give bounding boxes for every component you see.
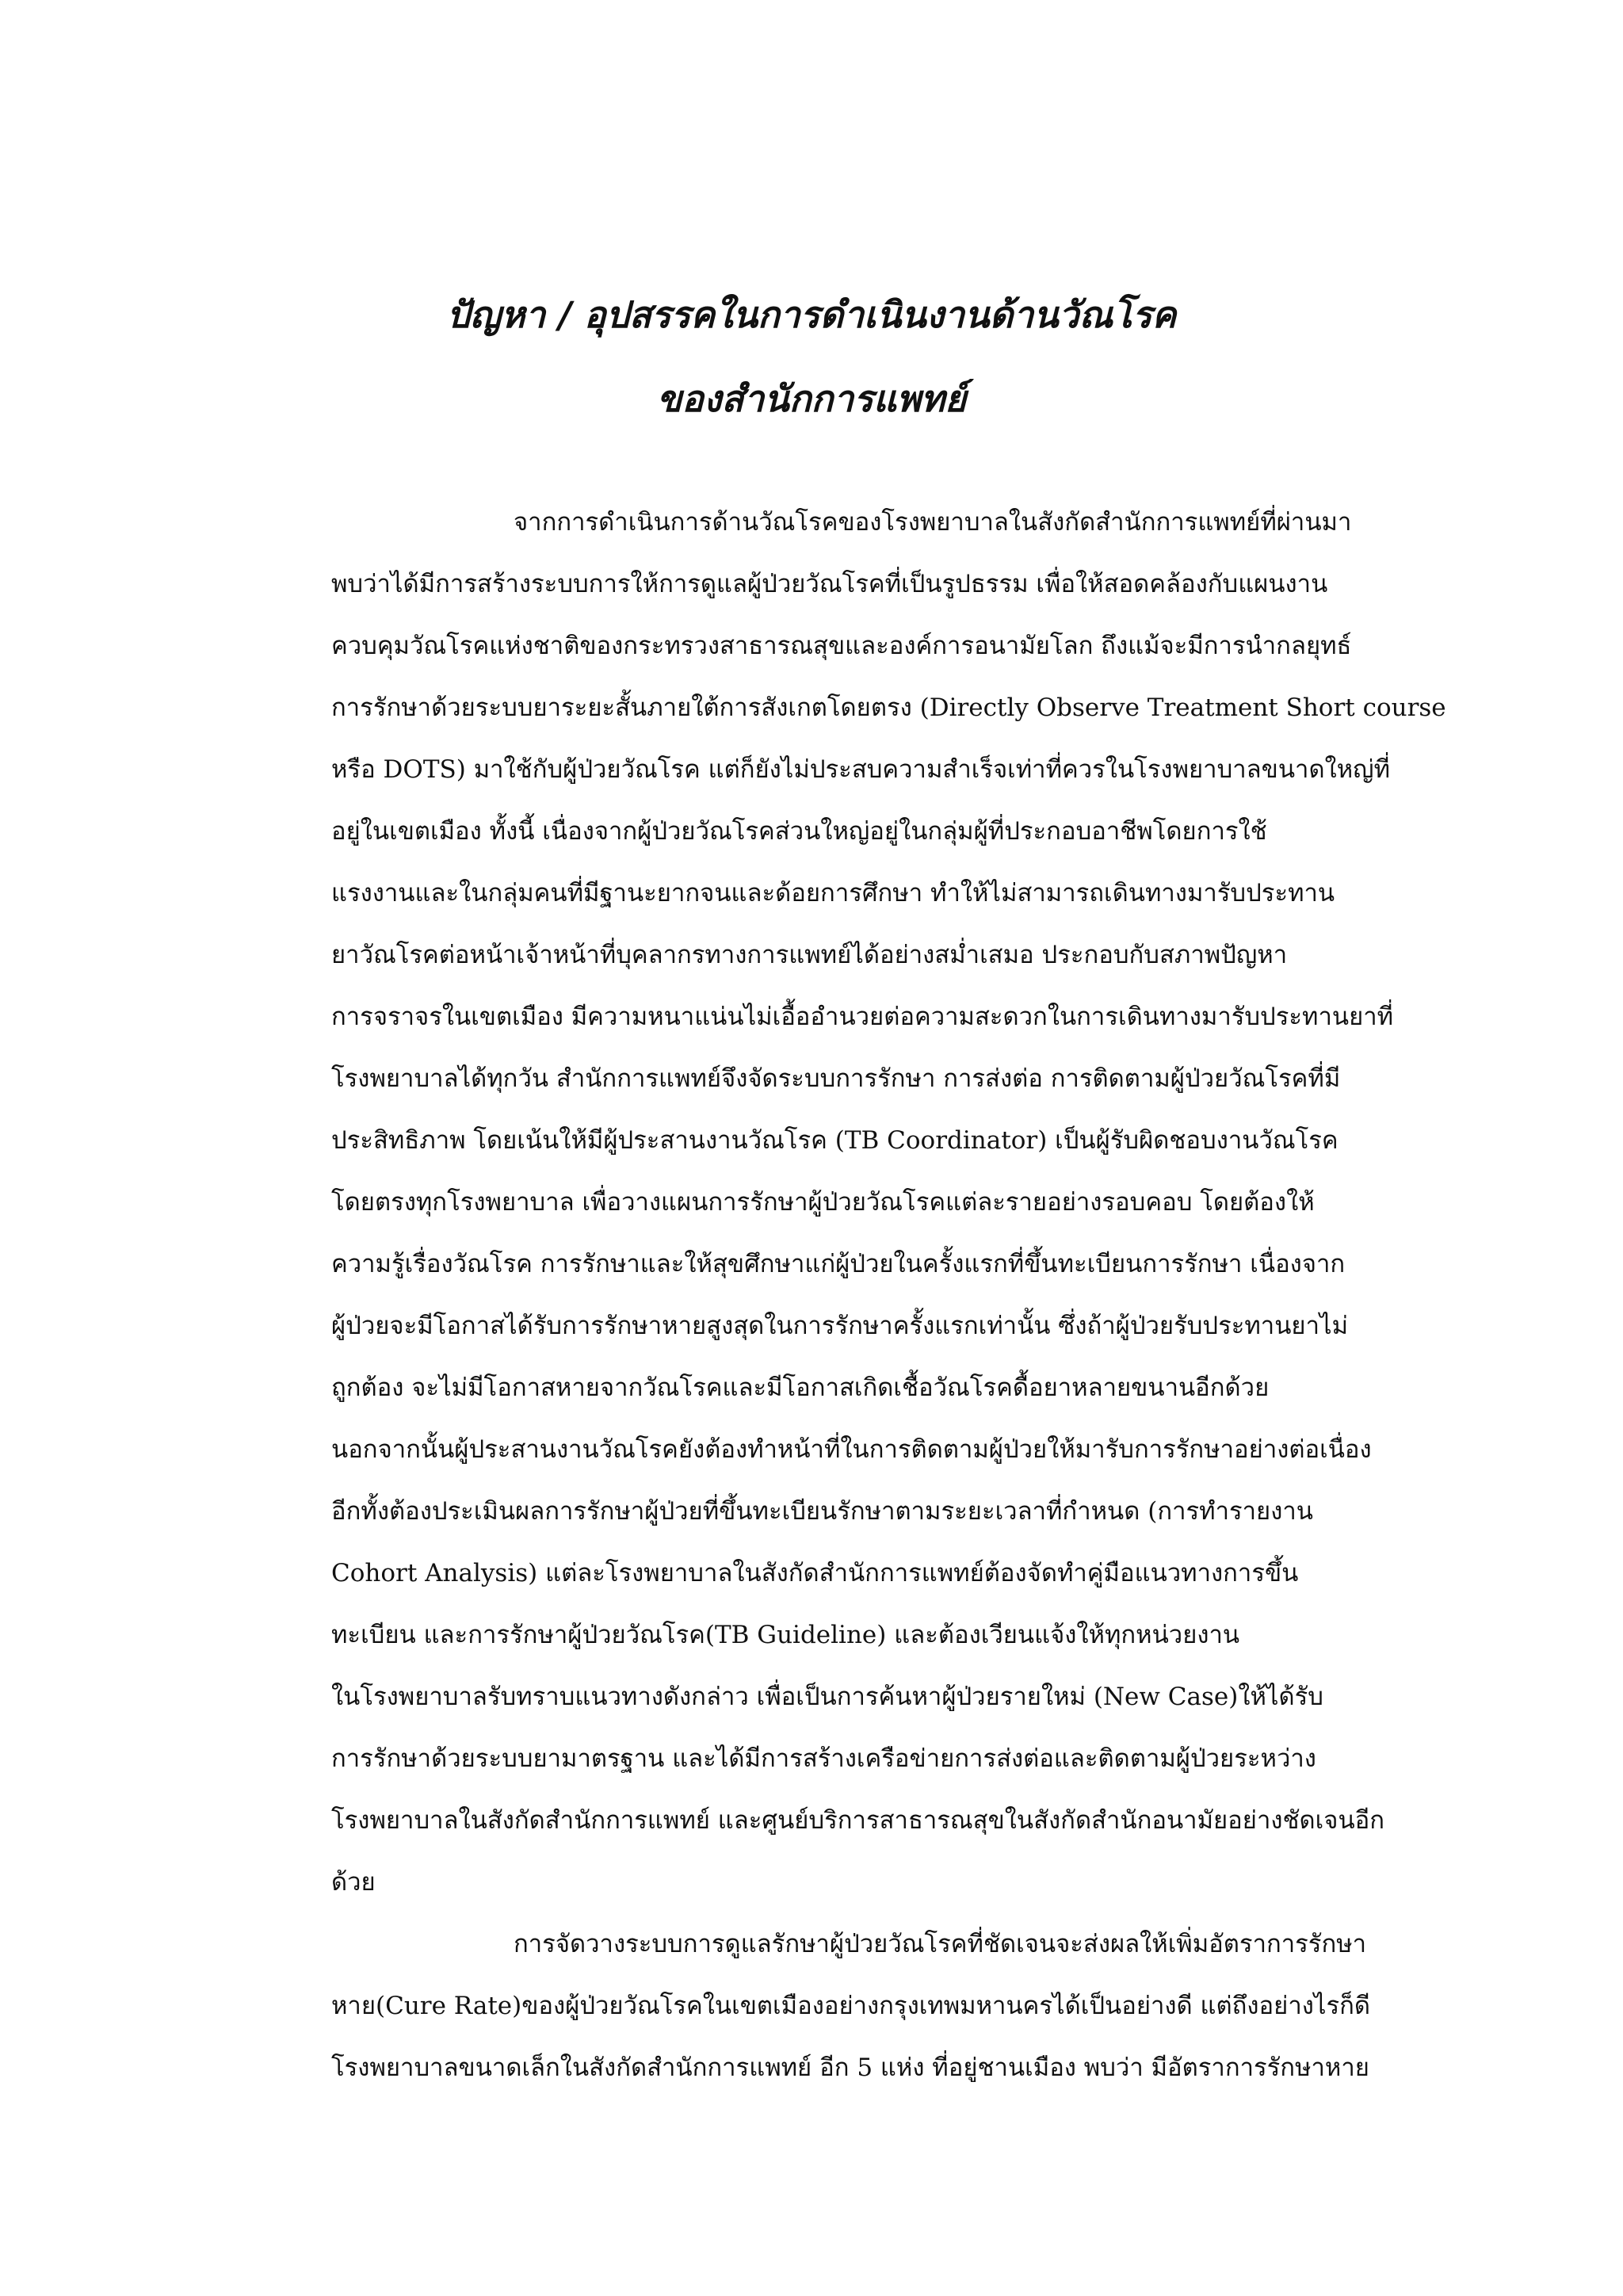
paragraph-1-line-8: ยาวัณโรคต่อหน้าเจ้าหน้าที่บุคลากรทางการแพทย์ได้อย่างสม่ำเสมอ ประกอบกับสภาพปัญหา — [331, 941, 1288, 969]
paragraph-1-line-18: Cohort Analysis) แต่ละโรงพยาบาลในสังกัดสำนักการแพทย์ต้องจัดทำคู่มือแนวทางการขึ้น — [331, 1559, 1299, 1587]
paragraph-2-line-3: โรงพยาบาลขนาดเล็กในสังกัดสำนักการแพทย์ อีก 5 แห่ง ที่อยู่ชานเมือง พบว่า มีอัตราการรักษาหาย — [331, 2053, 1369, 2082]
paragraph-1-line-5: หรือ DOTS) มาใช้กับผู้ป่วยวัณโรค แต่ก็ยังไม่ประสบความสำเร็จเท่าที่ควรในโรงพยาบาลขนาดใหญ่ที่ — [331, 755, 1390, 784]
page-title: ปัญหา / อุปสรรคในการดำเนินงานด้านวัณโรค — [446, 293, 1177, 336]
paragraph-1-line-17: อีกทั้งต้องประเมินผลการรักษาผู้ป่วยที่ขึ้นทะเบียนรักษาตามระยะเวลาที่กำหนด (การทำรายงาน — [331, 1497, 1313, 1526]
paragraph-1-line-4: การรักษาด้วยระบบยาระยะสั้นภายใต้การสังเกตโดยตรง (Directly Observe Treatment Short course — [331, 693, 1446, 722]
paragraph-2-line-1: การจัดวางระบบการดูแลรักษาผู้ป่วยวัณโรคที่ชัดเจนจะส่งผลให้เพิ่มอัตราการรักษา — [514, 1930, 1367, 1958]
paragraph-1-line-10: โรงพยาบาลได้ทุกวัน สำนักการแพทย์จึงจัดระบบการรักษา การส่งต่อ การติดตามผู้ป่วยวัณโรคที่มี — [331, 1064, 1341, 1093]
paragraph-1-line-11: ประสิทธิภาพ โดยเน้นให้มีผู้ประสานงานวัณโรค (TB Coordinator) เป็นผู้รับผิดชอบงานวัณโรค — [331, 1126, 1338, 1155]
paragraph-1-line-16: นอกจากนั้นผู้ประสานงานวัณโรคยังต้องทำหน้าที่ในการติดตามผู้ป่วยให้มารับการรักษาอย่างต่อเนื่อง — [331, 1435, 1372, 1464]
paragraph-1-line-20: ในโรงพยาบาลรับทราบแนวทางดังกล่าว เพื่อเป็นการค้นหาผู้ป่วยรายใหม่ (New Case)ให้ได้รับ — [331, 1683, 1323, 1711]
paragraph-1-line-12: โดยตรงทุกโรงพยาบาล เพื่อวางแผนการรักษาผู้ป่วยวัณโรคแต่ละรายอย่างรอบคอบ โดยต้องให้ — [331, 1188, 1315, 1217]
paragraph-1-line-21: การรักษาด้วยระบบยามาตรฐาน และได้มีการสร้างเครือข่ายการส่งต่อและติดตามผู้ป่วยระหว่าง — [331, 1744, 1316, 1773]
paragraph-1-line-9: การจราจรในเขตเมือง มีความหนาแน่นไม่เอื้ออำนวยต่อความสะดวกในการเดินทางมารับประทานยาที่ — [331, 1003, 1394, 1031]
paragraph-1-line-2: พบว่าได้มีการสร้างระบบการให้การดูแลผู้ป่วยวัณโรคที่เป็นรูปธรรม เพื่อให้สอดคล้องกับแผนงาน — [331, 570, 1328, 598]
paragraph-1-line-19: ทะเบียน และการรักษาผู้ป่วยวัณโรค(TB Guideline) และต้องเวียนแจ้งให้ทุกหน่วยงาน — [331, 1621, 1240, 1649]
paragraph-1-line-6: อยู่ในเขตเมือง ทั้งนี้ เนื่องจากผู้ป่วยวัณโรคส่วนใหญ่อยู่ในกลุ่มผู้ที่ประกอบอาชีพโดยการใช้ — [331, 817, 1267, 846]
paragraph-1-line-7: แรงงานและในกลุ่มคนที่มีฐานะยากจนและด้อยการศึกษา ทำให้ไม่สามารถเดินทางมารับประทาน — [331, 879, 1335, 907]
paragraph-1-line-13: ความรู้เรื่องวัณโรค การรักษาและให้สุขศึกษาแก่ผู้ป่วยในครั้งแรกที่ขึ้นทะเบียนการรักษา เนื่องจาก — [331, 1250, 1346, 1278]
paragraph-1-line-22: โรงพยาบาลในสังกัดสำนักการแพทย์ และศูนย์บริการสาธารณสุขในสังกัดสำนักอนามัยอย่างชัดเจนอีก — [331, 1806, 1385, 1835]
paragraph-1-line-1: จากการดำเนินการด้านวัณโรคของโรงพยาบาลในสังกัดสำนักการแพทย์ที่ผ่านมา — [514, 508, 1352, 537]
paragraph-1-line-15: ถูกต้อง จะไม่มีโอกาสหายจากวัณโรคและมีโอกาสเกิดเชื้อวัณโรคดื้อยาหลายขนานอีกด้วย — [331, 1373, 1270, 1402]
page-subtitle: ของสำนักการแพทย์ — [656, 377, 967, 420]
paragraph-1-line-3: ควบคุมวัณโรคแห่งชาติของกระทรวงสาธารณสุขและองค์การอนามัยโลก ถึงแม้จะมีการนำกลยุทธ์ — [331, 632, 1352, 660]
paragraph-2-line-2: หาย(Cure Rate)ของผู้ป่วยวัณโรคในเขตเมืองอย่างกรุงเทพมหานครได้เป็นอย่างดี แต่ถึงอย่างไรก็ดี — [331, 1992, 1371, 2020]
paragraph-1-line-23: ด้วย — [331, 1868, 376, 1897]
paragraph-1-line-14: ผู้ป่วยจะมีโอกาสได้รับการรักษาหายสูงสุดในการรักษาครั้งแรกเท่านั้น ซึ่งถ้าผู้ป่วยรับประทานยาไม่ — [331, 1312, 1349, 1340]
